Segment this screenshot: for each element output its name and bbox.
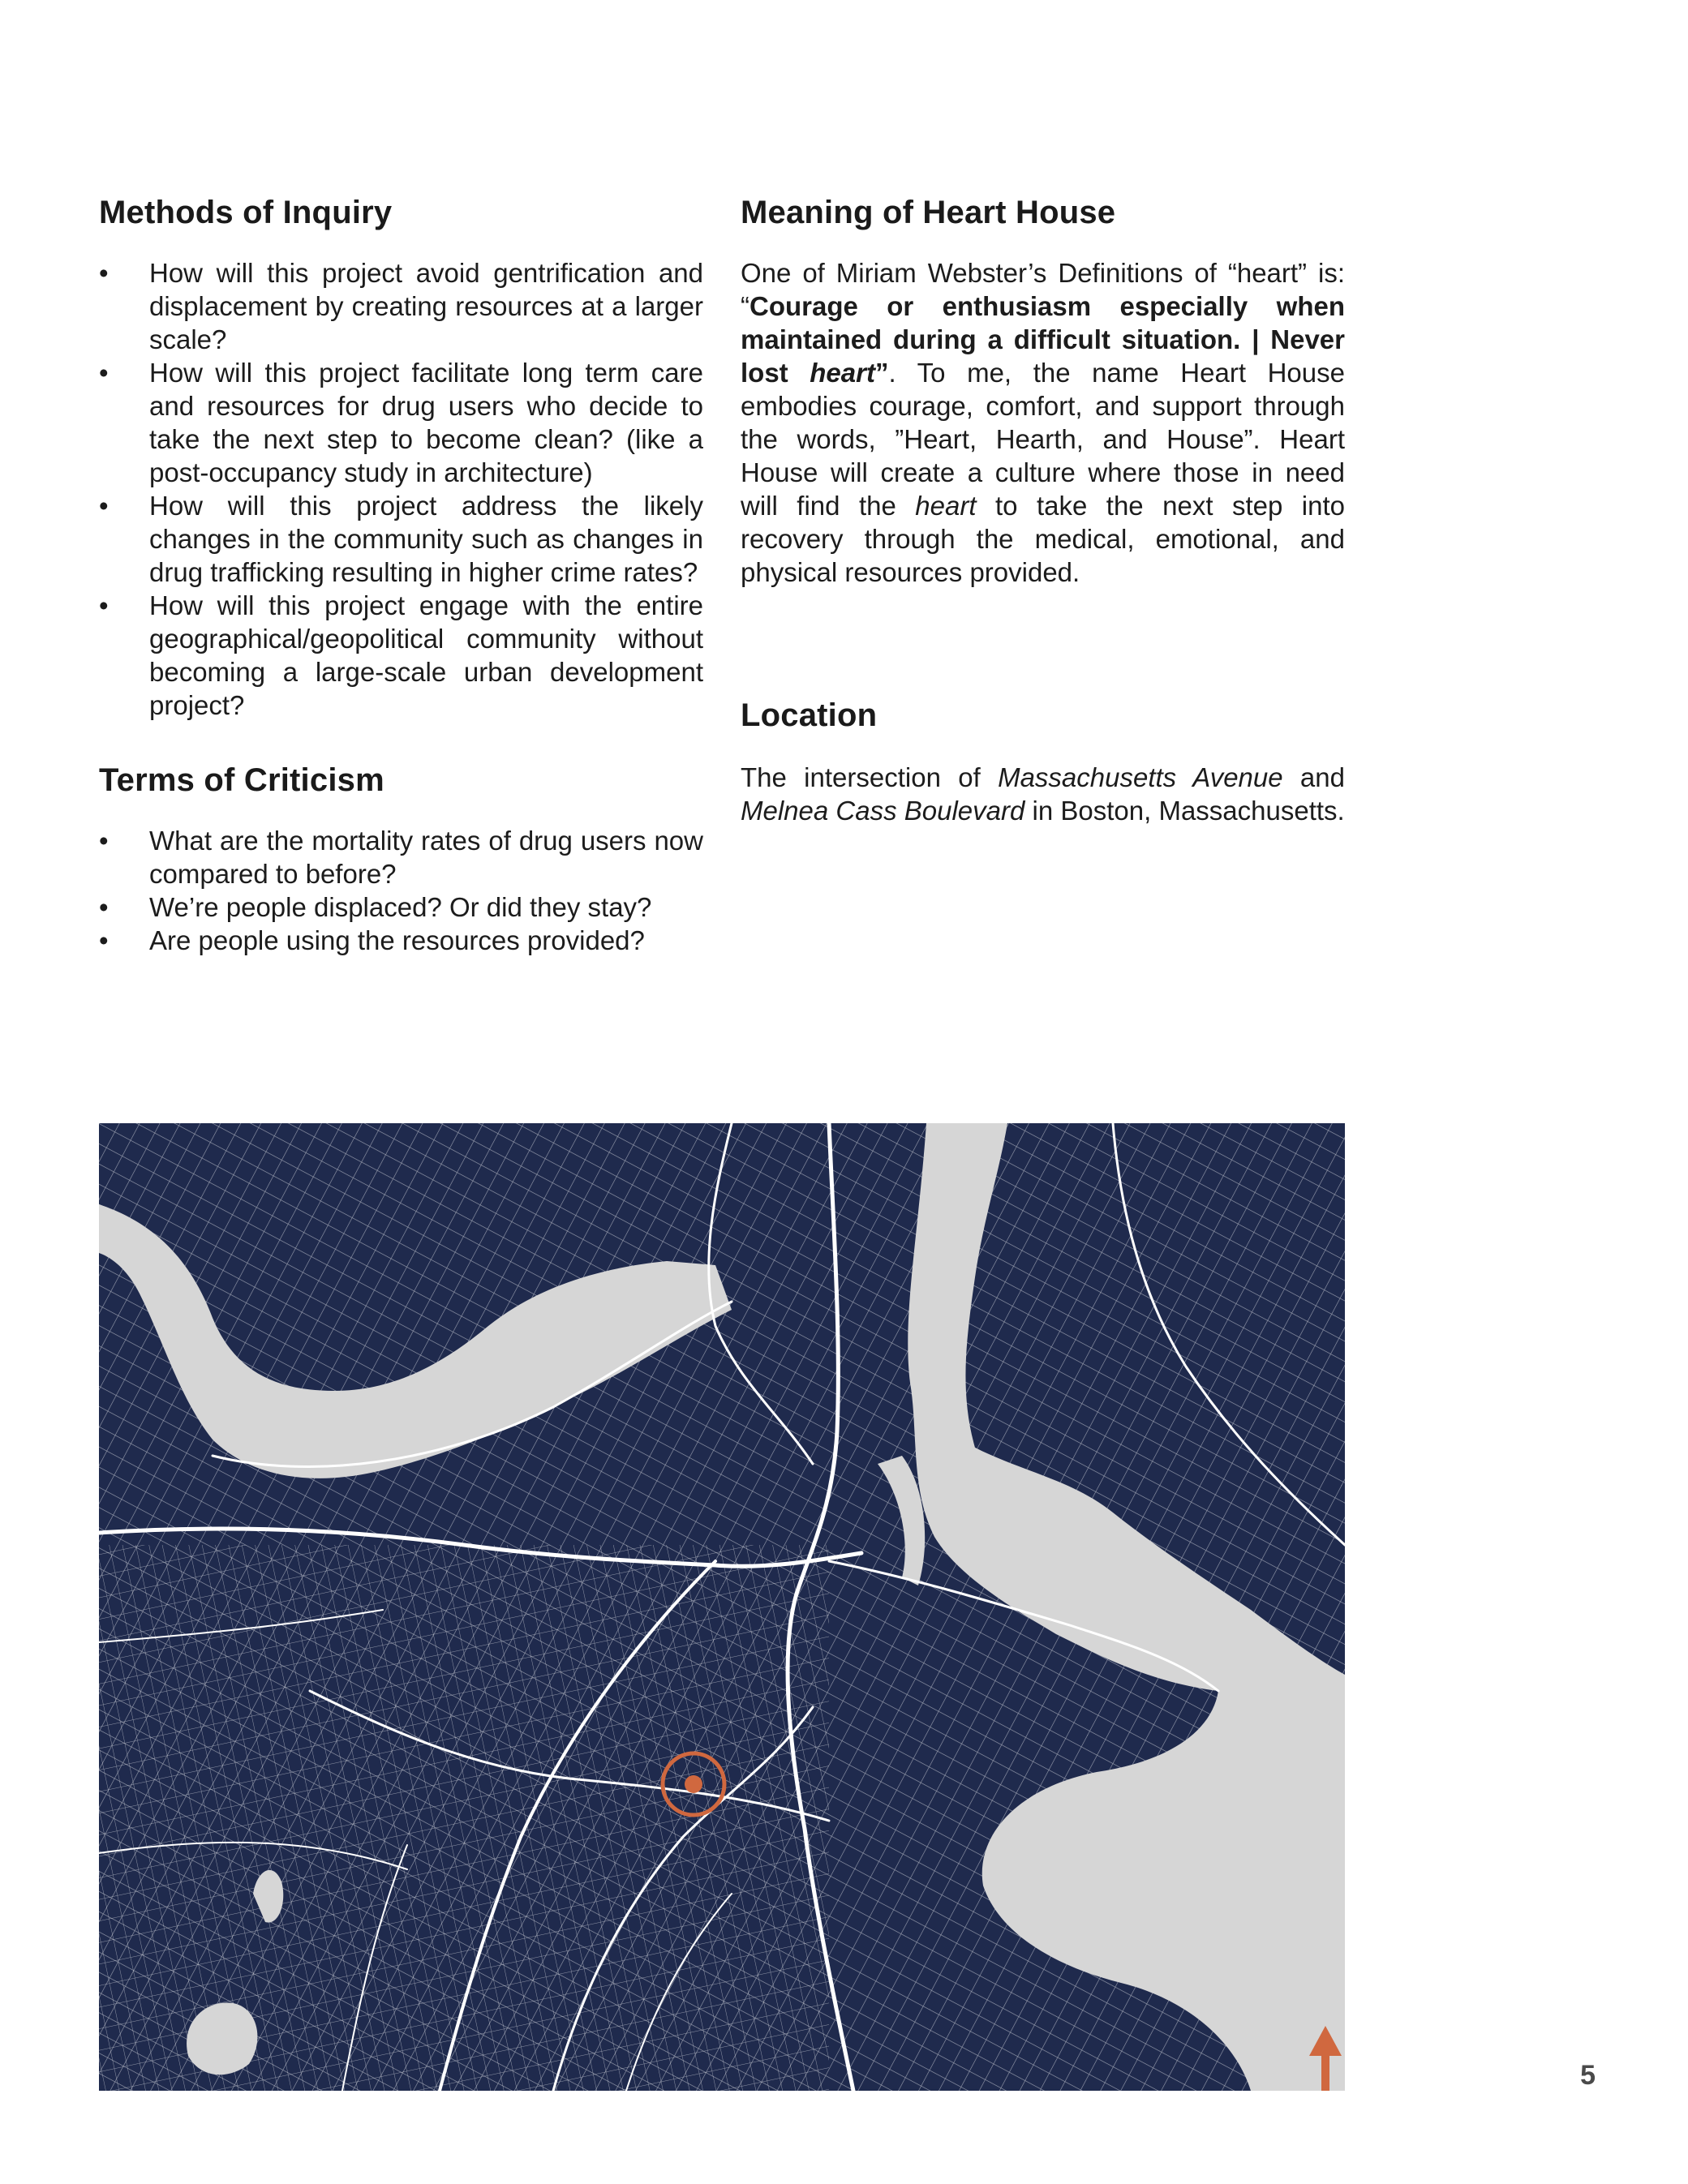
- location-text-1: The intersection of: [741, 762, 999, 792]
- bullet-icon: •: [99, 925, 109, 955]
- list-item-text: How will this project address the likely changes in the community such as changes in drug trafficking resulting in higher crime rates?: [149, 491, 703, 587]
- boston-site-map: [99, 1123, 1345, 2091]
- list-item: [99, 924, 703, 957]
- list-item-text: What are the mortality rates of drug users now compared to before?: [149, 826, 703, 889]
- street-name: Melnea Cass Boulevard: [741, 796, 1025, 826]
- bullet-icon: •: [99, 826, 109, 856]
- page-number: 5: [1580, 2060, 1596, 2091]
- methods-heading: Methods of Inquiry: [99, 195, 393, 230]
- site-marker-dot: [685, 1775, 702, 1793]
- bullet-icon: •: [99, 590, 109, 620]
- list-item: [99, 589, 703, 722]
- list-item-text: How will this project engage with the entire geographical/geopolitical community without becoming a large-scale urban development project?: [149, 590, 703, 720]
- meaning-text-1: . To me, the name Heart House embodies courage, comfort, and support through the words, ”Heart, Hearth, and House”. Heart House will create a culture where those in need will find the: [741, 358, 1345, 521]
- criticism-list: [99, 824, 703, 957]
- list-item-text: How will this project facilitate long term care and resources for drug users who decide to take the next step to become clean? (like a post-occupancy study in architecture): [149, 358, 703, 487]
- list-item: [99, 256, 703, 356]
- definition-emphasis: heart: [810, 358, 875, 388]
- right-column: [741, 188, 1345, 826]
- meaning-emphasis: heart: [915, 491, 977, 521]
- bullet-icon: •: [99, 892, 109, 922]
- bullet-icon: •: [99, 258, 109, 288]
- list-item: [99, 356, 703, 489]
- list-item: [99, 824, 703, 890]
- list-item-text: Are people using the resources provided?: [149, 925, 645, 955]
- location-paragraph: [741, 761, 1345, 827]
- meaning-text-2: to take the next step into recovery through the medical, emotional, and physical resources provided.: [741, 491, 1345, 587]
- list-item-text: How will this project avoid gentrification and displacement by creating resources at a larger scale?: [149, 258, 703, 354]
- bullet-icon: •: [99, 491, 109, 521]
- criticism-heading: Terms of Criticism: [99, 762, 384, 798]
- location-heading: Location: [741, 697, 878, 733]
- meaning-intro: One of Miriam Webster’s Definitions of “heart” is: “: [741, 258, 1345, 321]
- methods-list: [99, 256, 703, 722]
- list-item-text: We’re people displaced? Or did they stay?: [149, 892, 652, 922]
- street-name: Massachusetts Avenue: [998, 762, 1283, 792]
- meaning-heading: Meaning of Heart House: [741, 195, 1116, 230]
- definition-close: ”: [874, 358, 889, 388]
- meaning-paragraph: [741, 256, 1345, 589]
- location-text-3: in Boston, Massachusetts.: [1024, 796, 1345, 826]
- definition-text: Courage or enthusiasm especially when maintained during a difficult situation. | Never lost: [741, 291, 1345, 388]
- location-text-2: and: [1282, 762, 1345, 792]
- list-item: [99, 890, 703, 924]
- bullet-icon: •: [99, 358, 109, 388]
- left-column: [99, 188, 703, 957]
- list-item: [99, 489, 703, 589]
